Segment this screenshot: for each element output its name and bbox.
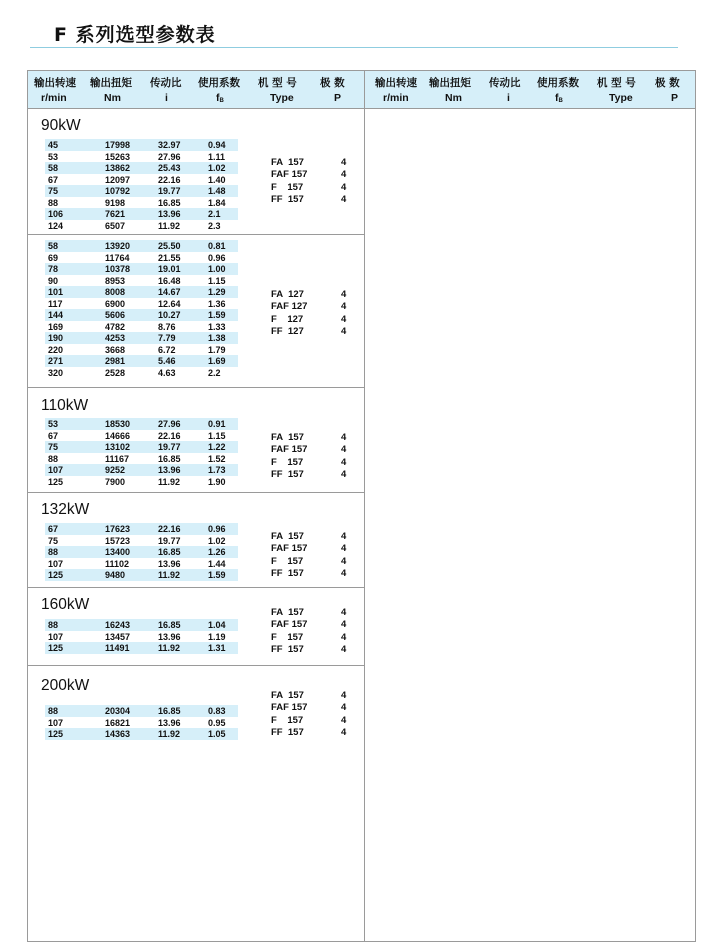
- output-torque-cell: 2981: [105, 356, 126, 366]
- model-type-row: [28, 432, 364, 444]
- model-type-row: [28, 690, 364, 702]
- table-row: [28, 208, 364, 220]
- output-rpm-cell: 124: [48, 220, 64, 231]
- service-factor-cell: 2.3: [208, 220, 221, 231]
- poles-cell: 4: [341, 157, 347, 168]
- ratio-cell: 13.96: [158, 465, 181, 475]
- model-type-cell: F 127: [271, 313, 304, 325]
- model-type-cell: FAF 157: [271, 444, 308, 456]
- model-type-row: [28, 543, 364, 555]
- ratio-cell: 25.50: [158, 241, 181, 251]
- header-nm-unit: Nm: [104, 92, 121, 104]
- service-factor-cell: 1.40: [208, 174, 226, 185]
- output-torque-cell: 7900: [105, 476, 126, 487]
- service-factor-cell: 1.38: [208, 333, 226, 343]
- service-factor-cell: 1.90: [208, 476, 226, 487]
- output-rpm-cell: 117: [48, 298, 63, 309]
- model-type-row: [28, 457, 364, 469]
- output-torque-cell: 13862: [105, 163, 131, 173]
- table-row: [28, 240, 364, 252]
- service-factor-cell: 1.00: [208, 264, 226, 274]
- service-factor-cell: 0.96: [208, 524, 226, 534]
- service-factor-cell: 1.59: [208, 310, 226, 320]
- model-type-row: [28, 632, 364, 644]
- output-torque-cell: 18530: [105, 419, 131, 429]
- ratio-cell: 13.96: [158, 558, 181, 569]
- output-torque-cell: 2528: [105, 367, 126, 378]
- header-fs-subscript: B: [219, 98, 224, 104]
- ratio-cell: 16.85: [158, 197, 181, 208]
- output-rpm-cell: 271: [48, 356, 64, 366]
- poles-cell: 4: [341, 289, 347, 300]
- model-type-cell: FA 157: [271, 531, 304, 542]
- service-factor-cell: 1.59: [208, 570, 226, 580]
- section-divider: [28, 387, 364, 388]
- service-factor-cell: 1.31: [208, 643, 226, 653]
- ratio-cell: 19.77: [158, 186, 181, 196]
- output-torque-cell: 20304: [105, 706, 131, 716]
- model-type-row: [28, 157, 364, 169]
- ratio-cell: 11.92: [158, 476, 181, 487]
- model-type-cell: FF 157: [271, 644, 304, 656]
- header-rpm-unit: r/min: [383, 92, 409, 104]
- header-poles: 极 数: [320, 77, 345, 89]
- service-factor-cell: 1.02: [208, 535, 226, 546]
- ratio-cell: 22.16: [158, 524, 181, 534]
- output-rpm-cell: 90: [48, 275, 59, 286]
- service-factor-cell: 1.36: [208, 298, 226, 309]
- ratio-cell: 27.96: [158, 151, 181, 162]
- table-row: [28, 344, 364, 356]
- header-rpm: 输出转速: [34, 77, 76, 89]
- ratio-cell: 4.63: [158, 367, 176, 378]
- model-type-row: [28, 568, 364, 580]
- poles-cell: 4: [341, 619, 347, 631]
- header-ratio-unit: i: [165, 92, 168, 104]
- output-torque-cell: 13457: [105, 631, 131, 642]
- section-divider: [28, 587, 364, 588]
- output-torque-cell: 11102: [105, 558, 130, 569]
- header-nm-unit: Nm: [445, 92, 462, 104]
- output-rpm-cell: 67: [48, 430, 59, 441]
- table-row: [28, 263, 364, 275]
- output-rpm-cell: 125: [48, 643, 64, 653]
- header-type-unit: Type: [270, 92, 294, 104]
- model-type-cell: FA 157: [271, 690, 304, 701]
- table-row: [28, 220, 364, 232]
- model-type-row: [28, 194, 364, 206]
- model-type-row: [28, 619, 364, 631]
- table-header-right: [365, 71, 695, 109]
- output-rpm-cell: 107: [48, 717, 64, 728]
- output-torque-cell: 15263: [105, 151, 131, 162]
- page-title: F 系列选型参数表: [54, 24, 216, 46]
- ratio-cell: 25.43: [158, 163, 181, 173]
- output-torque-cell: 9252: [105, 465, 126, 475]
- header-ratio: 传动比: [489, 77, 521, 89]
- service-factor-cell: 1.48: [208, 186, 226, 196]
- header-rpm-unit: r/min: [41, 92, 67, 104]
- output-rpm-cell: 58: [48, 241, 59, 251]
- ratio-cell: 19.77: [158, 535, 181, 546]
- output-torque-cell: 8953: [105, 275, 126, 286]
- table-row: [28, 355, 364, 367]
- output-torque-cell: 14363: [105, 729, 131, 739]
- service-factor-cell: 1.44: [208, 558, 226, 569]
- output-rpm-cell: 58: [48, 163, 59, 173]
- model-type-row: [28, 169, 364, 181]
- output-rpm-cell: 144: [48, 310, 64, 320]
- poles-cell: 4: [341, 456, 347, 468]
- poles-cell: 4: [341, 313, 347, 325]
- poles-cell: 4: [341, 727, 347, 739]
- table-header-left: [28, 71, 364, 109]
- poles-cell: 4: [341, 568, 347, 580]
- poles-cell: 4: [341, 169, 347, 181]
- service-factor-cell: 1.15: [208, 275, 226, 286]
- service-factor-cell: 2.2: [208, 367, 221, 378]
- output-torque-cell: 9480: [105, 570, 126, 580]
- output-torque-cell: 13102: [105, 442, 131, 452]
- output-rpm-cell: 88: [48, 197, 59, 208]
- output-torque-cell: 16243: [105, 620, 131, 630]
- table-row: [28, 275, 364, 287]
- service-factor-cell: 2.1: [208, 209, 221, 219]
- output-rpm-cell: 320: [48, 367, 64, 378]
- poles-cell: 4: [341, 326, 347, 338]
- poles-cell: 4: [341, 702, 347, 714]
- ratio-cell: 10.27: [158, 310, 181, 320]
- header-fs-subscript: B: [558, 98, 563, 104]
- service-factor-cell: 1.79: [208, 344, 226, 355]
- table-row: [28, 367, 364, 379]
- model-type-cell: FA 157: [271, 157, 304, 168]
- service-factor-cell: 1.02: [208, 163, 226, 173]
- output-rpm-cell: 69: [48, 252, 59, 263]
- service-factor-cell: 1.11: [208, 151, 226, 162]
- ratio-cell: 16.85: [158, 453, 181, 464]
- service-factor-cell: 1.52: [208, 453, 226, 464]
- output-rpm-cell: 107: [48, 465, 64, 475]
- header-nm: 输出扭矩: [429, 77, 471, 89]
- group-divider: [28, 234, 364, 235]
- model-type-cell: FAF 157: [271, 169, 308, 181]
- service-factor-cell: 0.83: [208, 706, 226, 716]
- section-power-title: 110kW: [41, 397, 89, 414]
- ratio-cell: 27.96: [158, 419, 181, 429]
- model-type-cell: FF 157: [271, 469, 304, 481]
- ratio-cell: 16.48: [158, 275, 181, 286]
- ratio-cell: 13.96: [158, 631, 181, 642]
- output-torque-cell: 11491: [105, 643, 130, 653]
- output-torque-cell: 13400: [105, 547, 131, 557]
- output-rpm-cell: 67: [48, 524, 59, 534]
- model-type-row: [28, 444, 364, 456]
- output-rpm-cell: 125: [48, 476, 64, 487]
- ratio-cell: 6.72: [158, 344, 176, 355]
- service-factor-cell: 1.05: [208, 729, 226, 739]
- ratio-cell: 21.55: [158, 252, 181, 263]
- header-type-unit: Type: [609, 92, 633, 104]
- section-power-title: 132kW: [41, 501, 90, 518]
- ratio-cell: 11.92: [158, 729, 181, 739]
- service-factor-cell: 1.84: [208, 197, 226, 208]
- header-ratio-unit: i: [507, 92, 510, 104]
- header-fs-unit: fB: [216, 92, 224, 104]
- header-poles-unit: P: [671, 92, 679, 104]
- model-type-row: [28, 314, 364, 326]
- output-rpm-cell: 75: [48, 535, 59, 546]
- ratio-cell: 5.46: [158, 356, 176, 366]
- ratio-cell: 16.85: [158, 706, 181, 716]
- ratio-cell: 22.16: [158, 174, 181, 185]
- service-factor-cell: 1.69: [208, 356, 226, 366]
- output-torque-cell: 13920: [105, 241, 131, 251]
- poles-cell: 4: [341, 531, 347, 542]
- header-type: 机 型 号: [258, 77, 297, 89]
- model-type-row: [28, 715, 364, 727]
- header-poles: 极 数: [655, 77, 680, 89]
- service-factor-cell: 0.91: [208, 419, 226, 429]
- model-type-row: [28, 644, 364, 656]
- output-torque-cell: 9198: [105, 197, 126, 208]
- poles-cell: 4: [341, 194, 347, 206]
- output-torque-cell: 11167: [105, 453, 130, 464]
- ratio-cell: 16.85: [158, 547, 181, 557]
- model-type-cell: FA 157: [271, 432, 304, 443]
- ratio-cell: 16.85: [158, 620, 181, 630]
- ratio-cell: 11.92: [158, 643, 181, 653]
- output-torque-cell: 17623: [105, 524, 131, 534]
- model-type-cell: F 157: [271, 714, 304, 726]
- table-row: [28, 139, 364, 151]
- model-type-row: [28, 607, 364, 619]
- model-type-cell: FF 127: [271, 326, 304, 338]
- model-type-cell: FF 157: [271, 568, 304, 580]
- model-type-row: [28, 531, 364, 543]
- ratio-cell: 22.16: [158, 430, 181, 441]
- output-rpm-cell: 78: [48, 264, 59, 274]
- poles-cell: 4: [341, 543, 347, 555]
- output-rpm-cell: 45: [48, 140, 59, 150]
- section-divider: [28, 492, 364, 493]
- service-factor-cell: 1.19: [208, 631, 226, 642]
- service-factor-cell: 1.26: [208, 547, 226, 557]
- output-torque-cell: 15723: [105, 535, 131, 546]
- output-torque-cell: 6507: [105, 220, 126, 231]
- model-type-row: [28, 301, 364, 313]
- model-type-cell: FAF 157: [271, 702, 308, 714]
- ratio-cell: 13.96: [158, 209, 181, 219]
- poles-cell: 4: [341, 301, 347, 313]
- service-factor-cell: 0.95: [208, 717, 226, 728]
- output-rpm-cell: 53: [48, 151, 59, 162]
- output-rpm-cell: 75: [48, 186, 59, 196]
- ratio-cell: 11.92: [158, 220, 181, 231]
- output-rpm-cell: 190: [48, 333, 64, 343]
- title-rule: [30, 47, 678, 48]
- model-type-cell: FAF 127: [271, 301, 308, 313]
- output-rpm-cell: 169: [48, 321, 64, 332]
- model-type-cell: F 157: [271, 456, 304, 468]
- poles-cell: 4: [341, 607, 347, 618]
- output-rpm-cell: 67: [48, 174, 59, 185]
- output-torque-cell: 10378: [105, 264, 131, 274]
- output-rpm-cell: 107: [48, 631, 64, 642]
- output-torque-cell: 17998: [105, 140, 131, 150]
- output-rpm-cell: 125: [48, 729, 64, 739]
- header-fs: 使用系数: [198, 77, 240, 89]
- poles-cell: 4: [341, 690, 347, 701]
- model-type-row: [28, 469, 364, 481]
- output-rpm-cell: 101: [48, 287, 64, 297]
- ratio-cell: 32.97: [158, 140, 181, 150]
- poles-cell: 4: [341, 432, 347, 443]
- section-power-title: 90kW: [41, 117, 81, 134]
- model-type-cell: F 157: [271, 631, 304, 643]
- ratio-cell: 14.67: [158, 287, 181, 297]
- poles-cell: 4: [341, 444, 347, 456]
- output-torque-cell: 3668: [105, 344, 126, 355]
- output-rpm-cell: 75: [48, 442, 59, 452]
- service-factor-cell: 1.33: [208, 321, 226, 332]
- header-type: 机 型 号: [597, 77, 636, 89]
- service-factor-cell: 1.22: [208, 442, 226, 452]
- output-rpm-cell: 88: [48, 706, 59, 716]
- model-type-row: [28, 702, 364, 714]
- ratio-cell: 19.77: [158, 442, 181, 452]
- ratio-cell: 7.79: [158, 333, 176, 343]
- poles-cell: 4: [341, 181, 347, 193]
- service-factor-cell: 0.81: [208, 241, 226, 251]
- section-power-title: 200kW: [41, 677, 90, 694]
- column-divider: [364, 71, 365, 941]
- header-fs: 使用系数: [537, 77, 579, 89]
- model-type-cell: FF 157: [271, 194, 304, 206]
- model-type-cell: FAF 157: [271, 619, 308, 631]
- header-ratio: 传动比: [150, 77, 182, 89]
- model-type-cell: FF 157: [271, 727, 304, 739]
- model-type-cell: FA 127: [271, 289, 304, 300]
- output-rpm-cell: 88: [48, 547, 59, 557]
- model-type-row: [28, 556, 364, 568]
- output-rpm-cell: 220: [48, 344, 64, 355]
- poles-cell: 4: [341, 469, 347, 481]
- output-torque-cell: 16821: [105, 717, 131, 728]
- output-rpm-cell: 53: [48, 419, 59, 429]
- service-factor-cell: 1.73: [208, 465, 226, 475]
- output-torque-cell: 4782: [105, 321, 126, 332]
- model-type-row: [28, 289, 364, 301]
- header-nm: 输出扭矩: [90, 77, 132, 89]
- service-factor-cell: 1.29: [208, 287, 226, 297]
- model-type-row: [28, 326, 364, 338]
- ratio-cell: 12.64: [158, 298, 181, 309]
- poles-cell: 4: [341, 644, 347, 656]
- poles-cell: 4: [341, 555, 347, 567]
- output-torque-cell: 10792: [105, 186, 131, 196]
- service-factor-cell: 0.96: [208, 252, 226, 263]
- poles-cell: 4: [341, 631, 347, 643]
- output-torque-cell: 4253: [105, 333, 126, 343]
- model-type-cell: F 157: [271, 181, 304, 193]
- output-torque-cell: 6900: [105, 298, 126, 309]
- header-rpm: 输出转速: [375, 77, 417, 89]
- output-torque-cell: 11764: [105, 252, 130, 263]
- section-power-title: 160kW: [41, 596, 90, 613]
- service-factor-cell: 0.94: [208, 140, 226, 150]
- ratio-cell: 11.92: [158, 570, 181, 580]
- output-rpm-cell: 106: [48, 209, 64, 219]
- output-torque-cell: 8008: [105, 287, 126, 297]
- table-row: [28, 418, 364, 430]
- output-torque-cell: 12097: [105, 174, 131, 185]
- output-rpm-cell: 125: [48, 570, 64, 580]
- header-fs-unit: fB: [555, 92, 563, 104]
- output-torque-cell: 7621: [105, 209, 126, 219]
- output-torque-cell: 14666: [105, 430, 131, 441]
- section-divider: [28, 665, 364, 666]
- output-rpm-cell: 88: [48, 453, 59, 464]
- model-type-cell: F 157: [271, 555, 304, 567]
- selection-table: [27, 70, 696, 942]
- output-rpm-cell: 107: [48, 558, 64, 569]
- header-poles-unit: P: [334, 92, 342, 104]
- model-type-cell: FA 157: [271, 607, 304, 618]
- service-factor-cell: 1.04: [208, 620, 226, 630]
- poles-cell: 4: [341, 714, 347, 726]
- ratio-cell: 8.76: [158, 321, 176, 332]
- model-type-row: [28, 182, 364, 194]
- table-row: [28, 252, 364, 264]
- output-torque-cell: 5606: [105, 310, 126, 320]
- ratio-cell: 19.01: [158, 264, 181, 274]
- output-rpm-cell: 88: [48, 620, 59, 630]
- model-type-row: [28, 727, 364, 739]
- ratio-cell: 13.96: [158, 717, 181, 728]
- service-factor-cell: 1.15: [208, 430, 226, 441]
- model-type-cell: FAF 157: [271, 543, 308, 555]
